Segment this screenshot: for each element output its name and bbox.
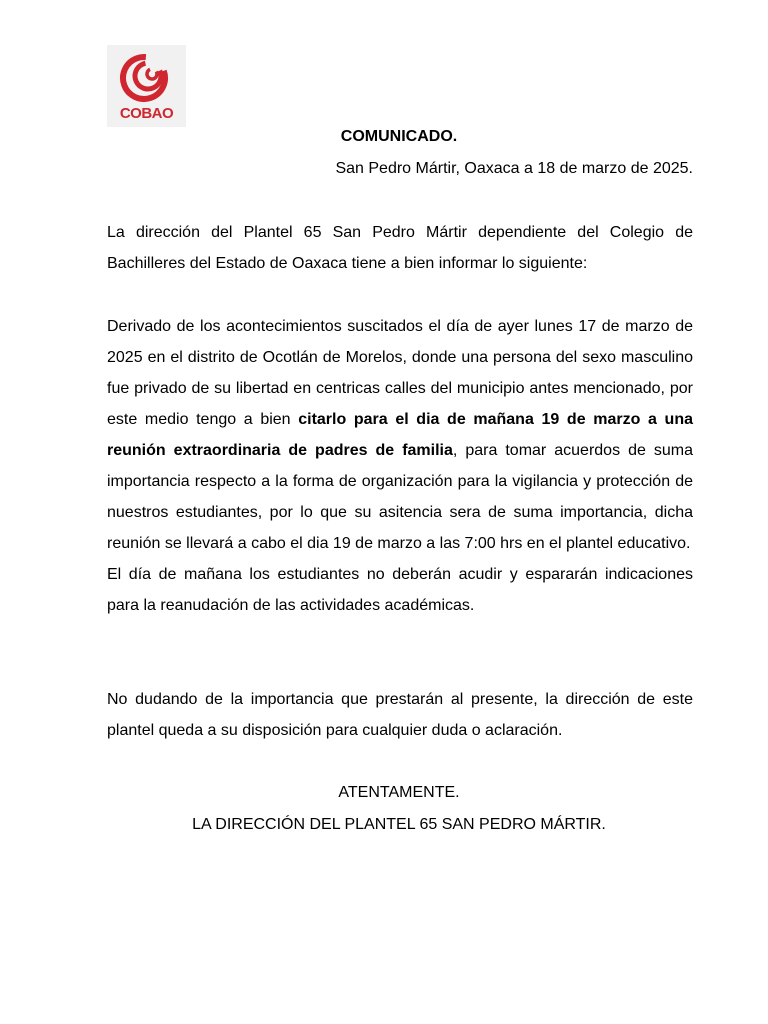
signature-signer: LA DIRECCIÓN DEL PLANTEL 65 SAN PEDRO MÁRTIR. [192, 816, 606, 833]
paragraph-closing: No dudando de la importancia que prestarán al presente, la dirección de este plantel queda a su disposición para cualquier duda o aclaración. [107, 691, 693, 739]
paragraph-intro: La dirección del Plantel 65 San Pedro Mártir dependiente del Colegio de Bachilleres del Estado de Oaxaca tiene a bien informar lo siguiente: [107, 224, 693, 272]
document-title: COMUNICADO. [340, 128, 458, 145]
paragraph-main-intro: Derivado de los acontecimientos suscitados el día de ayer lunes 17 de marzo de 2025 en el distrito de Ocotlán de Morelos, donde una persona del sexo masculino fue privado de su libertad en centricas calles del municipio antes mencionado, por este medio tengo a bien [107, 318, 693, 428]
paragraph-main-bold: citarlo para el dia de mañana 19 de marzo a una reunión extraordinaria de padres de familia [107, 411, 693, 459]
cobao-logo [107, 45, 186, 127]
paragraph-main [107, 311, 693, 621]
place-date: San Pedro Mártir, Oaxaca a 18 de marzo de 2025. [335, 160, 693, 177]
paragraph-main-second: El día de mañana los estudiantes no deberán acudir y espararán indicaciones para la reanudación de las actividades académicas. [107, 566, 693, 614]
paragraph-main-rest: , para tomar acuerdos de suma importancia respecto a la forma de organización para la vigilancia y protección de nuestros estudiantes, por lo que su asitencia sera de suma importancia, dicha reunión se llevará a cabo el dia 19 de marzo a las 7:00 hrs en el plantel educativo. [107, 442, 693, 552]
logo-text: COBAO [119, 105, 174, 122]
signature-closing: ATENTAMENTE. [338, 784, 460, 801]
